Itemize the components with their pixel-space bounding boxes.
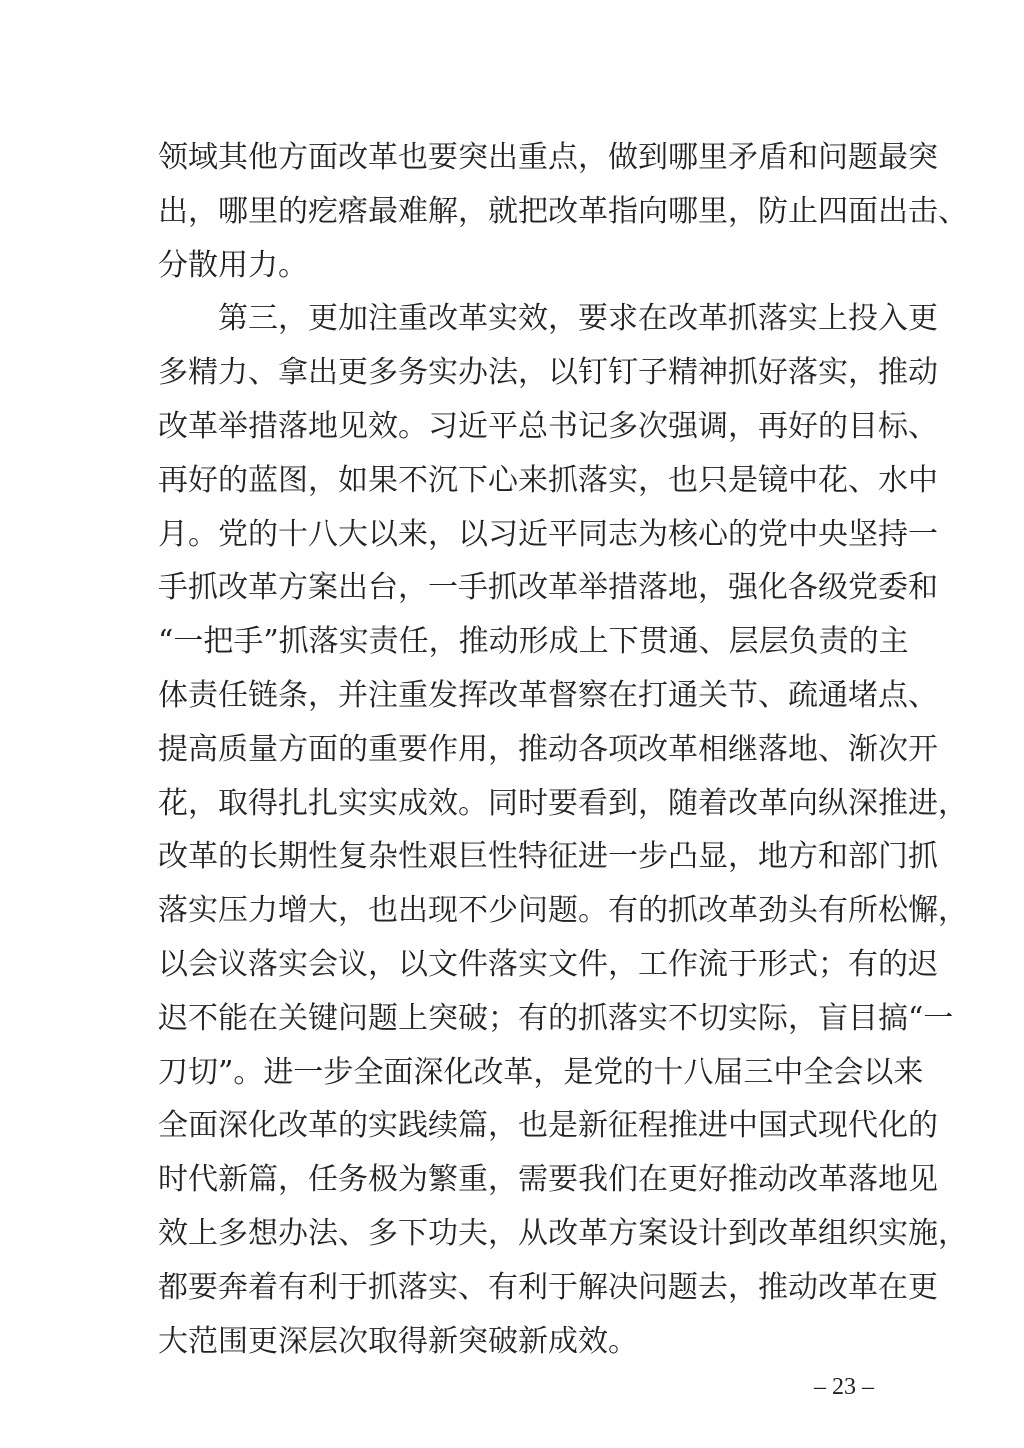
page-number: – 23 – [814,1374,874,1400]
text-line: 提高质量方面的重要作用，推动各项改革相继落地、渐次开 [158,731,938,767]
text-line: 月。党的十八大以来，以习近平同志为核心的党中央坚持一 [158,516,938,552]
text-line: 多精力、拿出更多务实办法，以钉钉子精神抓好落实，推动 [158,355,938,391]
text-line: 再好的蓝图，如果不沉下心来抓落实，也只是镜中花、水中 [158,462,938,498]
text-line: 花，取得扎扎实实成效。同时要看到，随着改革向纵深推进， [158,785,968,821]
text-line: 体责任链条，并注重发挥改革督察在打通关节、疏通堵点、 [158,677,938,713]
text-line: 都要奔着有利于抓落实、有利于解决问题去，推动改革在更 [158,1269,938,1305]
paragraph [158,136,968,297]
text-line: 时代新篇，任务极为繁重，需要我们在更好推动改革落地见 [158,1162,938,1198]
text-line: 改革的长期性复杂性艰巨性特征进一步凸显，地方和部门抓 [158,839,938,875]
text-line: 分散用力。 [158,247,308,283]
text-line: 第三，更加注重改革实效，要求在改革抓落实上投入更 [218,301,938,337]
text-line: 刀切”。进一步全面深化改革，是党的十八届三中全会以来 [158,1054,924,1090]
text-line: 改革举措落地见效。习近平总书记多次强调，再好的目标、 [158,408,938,444]
paragraph [158,297,968,1373]
text-line: 落实压力增大，也出现不少问题。有的抓改革劲头有所松懈， [158,893,968,929]
text-line: “一把手”抓落实责任，推动形成上下贯通、层层负责的主 [158,624,909,660]
text-line: 大范围更深层次取得新突破新成效。 [158,1323,638,1359]
text-line: 迟不能在关键问题上突破；有的抓落实不切实际，盲目搞“一 [158,1000,954,1036]
text-line: 效上多想办法、多下功夫，从改革方案设计到改革组织实施， [158,1215,968,1251]
text-line: 出，哪里的疙瘩最难解，就把改革指向哪里，防止四面出击、 [158,193,968,229]
text-line: 以会议落实会议，以文件落实文件，工作流于形式；有的迟 [158,946,938,982]
text-line: 手抓改革方案出台，一手抓改革举措落地，强化各级党委和 [158,570,938,606]
text-line: 全面深化改革的实践续篇，也是新征程推进中国式现代化的 [158,1108,938,1144]
body-text [158,136,968,1373]
text-line: 领域其他方面改革也要突出重点，做到哪里矛盾和问题最突 [158,140,938,175]
